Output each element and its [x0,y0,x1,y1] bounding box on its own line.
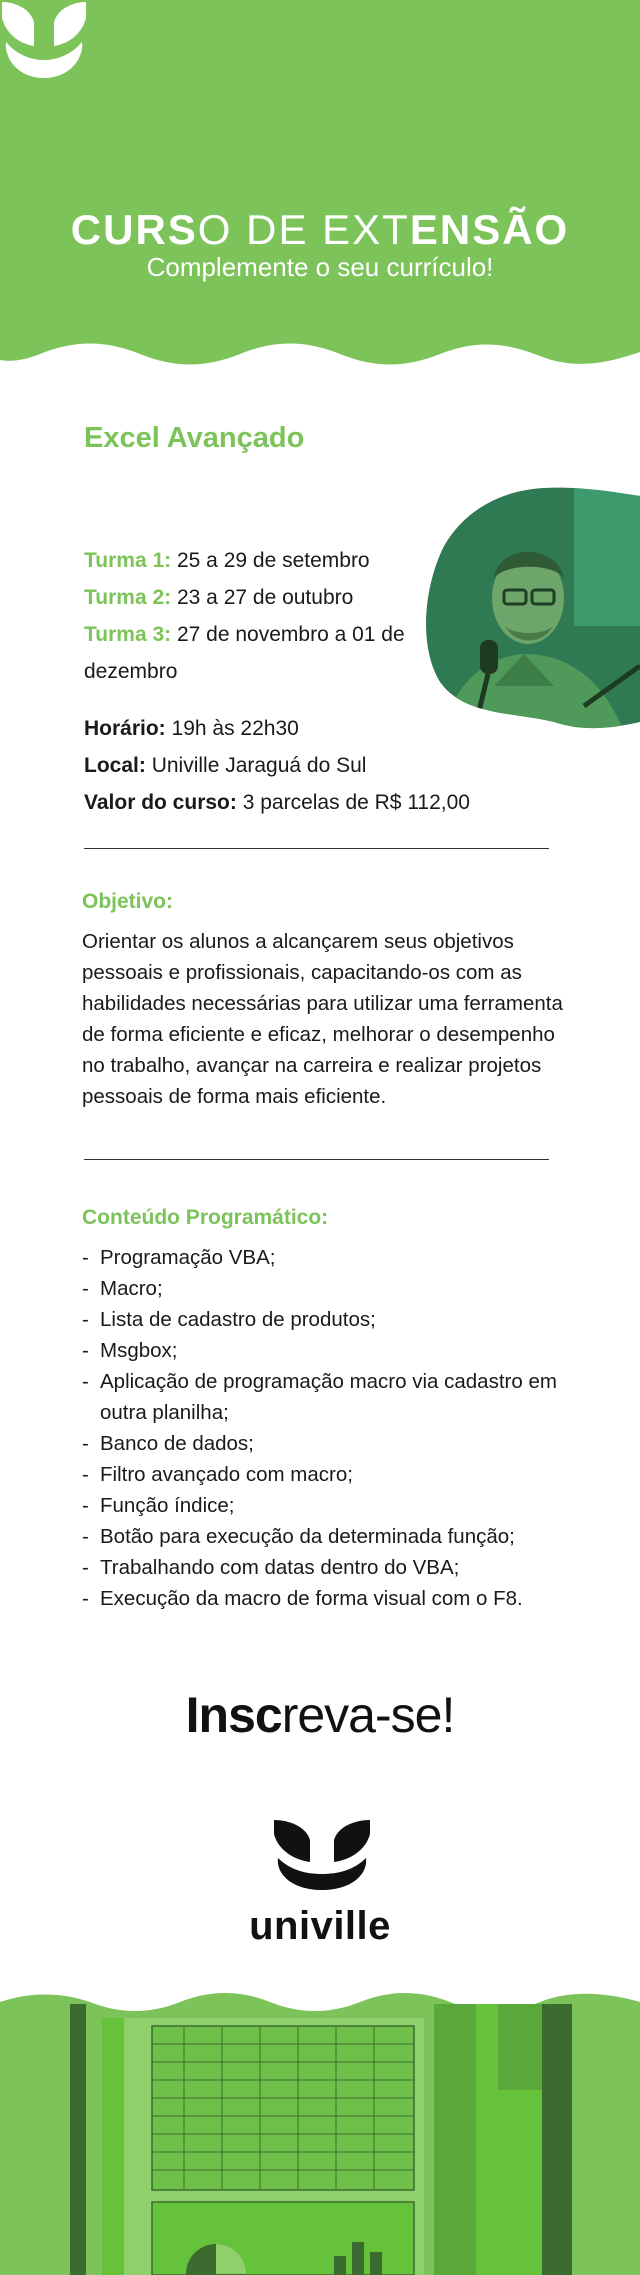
header-background [0,0,640,372]
dash-icon: - [82,1339,89,1362]
list-item: - Banco de dados; [82,1428,602,1459]
objetivo-text: Orientar os alunos a alcançarem seus objetivos pessoais e profissionais, capacitando-os com as habilidades necessárias para utilizar uma ferramenta de forma eficiente e eficaz, melhorar o desempenho no trabalho, avançar na carreira e realizar projetos pessoais de forma mais eficiente. [82,930,563,1108]
list-item: - Botão para execução da determinada função; [82,1521,602,1552]
objetivo-title: Objetivo: [82,890,174,913]
dash-icon: - [82,1463,89,1486]
list-item: - Aplicação de programação macro via cadastro em outra planilha; [82,1366,602,1428]
univille-logo-icon [272,1818,372,1892]
turma-3: Turma 3: 27 de novembro a 01 de dezembro [84,623,405,683]
dash-icon: - [82,1556,89,1579]
instructor-photo [424,486,640,732]
dash-icon: - [82,1432,89,1455]
conteudo-title: Conteúdo Programático: [82,1206,329,1229]
local-row: Local: Univille Jaraguá do Sul [84,754,367,777]
list-item: - Filtro avançado com macro; [82,1459,602,1490]
horario-row: Horário: 19h às 22h30 [84,717,299,740]
divider [84,1159,549,1160]
subscribe-cta[interactable]: Inscreva-se! [185,1687,455,1743]
list-item: - Função índice; [82,1490,602,1521]
univille-logo-icon [0,0,88,80]
course-name: Excel Avançado [84,422,305,454]
list-item: - Programação VBA; [82,1242,602,1273]
dash-icon: - [82,1308,89,1331]
dash-icon: - [82,1277,89,1300]
turma-1: Turma 1: 25 a 29 de setembro [84,549,370,572]
dash-icon: - [82,1525,89,1548]
dash-icon: - [82,1370,89,1393]
header-banner [0,0,640,372]
list-item: - Macro; [82,1273,602,1304]
list-item: - Lista de cadastro de produtos; [82,1304,602,1335]
header-subtitle: Complemente o seu currículo! [146,252,494,282]
dash-icon: - [82,1246,89,1269]
dash-icon: - [82,1494,89,1517]
list-item: - Trabalhando com datas dentro do VBA; [82,1552,602,1583]
valor-row: Valor do curso: 3 parcelas de R$ 112,00 [84,791,470,814]
course-info [84,710,544,821]
conteudo-list [82,1242,602,1614]
brand-name: univille [249,1904,391,1948]
turma-2: Turma 2: 23 a 27 de outubro [84,586,354,609]
footer-illustration [0,1992,640,2275]
list-item: - Msgbox; [82,1335,602,1366]
divider [84,848,549,849]
header-title: CURSO DE EXTENSÃO [70,206,570,253]
list-item: - Execução da macro de forma visual com o F8. [82,1583,602,1614]
turmas-list [84,542,414,690]
dash-icon: - [82,1587,89,1610]
